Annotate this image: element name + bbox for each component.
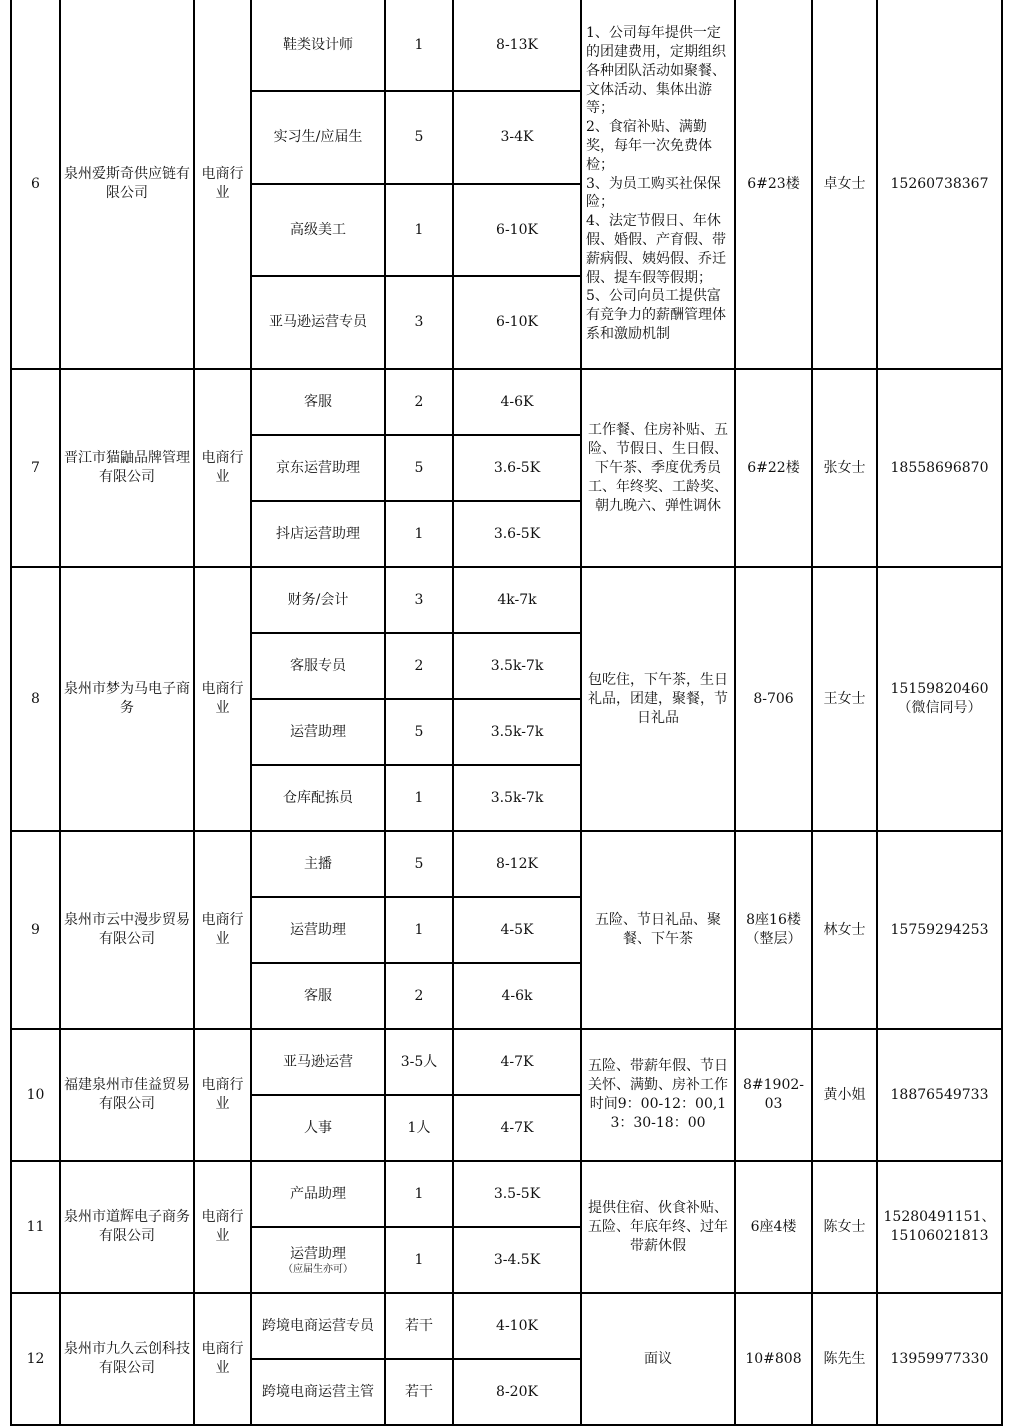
job-salary: 4-7K xyxy=(453,1029,581,1095)
job-title: 抖店运营助理 xyxy=(251,501,385,567)
company-name: 泉州市九久云创科技有限公司 xyxy=(60,1293,194,1425)
work-location: 8#1902-03 xyxy=(735,1029,812,1161)
job-count: 2 xyxy=(385,369,453,435)
contact-phone: 15260738367 xyxy=(877,0,1002,369)
table-row xyxy=(11,1293,1002,1359)
industry: 电商行业 xyxy=(194,831,251,1029)
job-title: 高级美工 xyxy=(251,184,385,276)
job-count: 1 xyxy=(385,0,453,91)
job-title: 实习生/应届生 xyxy=(251,91,385,184)
job-listing-table xyxy=(10,0,1003,1426)
job-title-cell xyxy=(251,1227,385,1293)
table-row xyxy=(11,1029,1002,1095)
job-salary: 4-6k xyxy=(453,963,581,1029)
job-count: 1人 xyxy=(385,1095,453,1161)
job-title: 运营助理 xyxy=(251,699,385,765)
contact-person: 陈先生 xyxy=(812,1293,877,1425)
job-title: 运营助理 xyxy=(251,897,385,963)
table-row xyxy=(11,369,1002,435)
contact-phone: 18558696870 xyxy=(877,369,1002,567)
job-title: 亚马逊运营 xyxy=(251,1029,385,1095)
job-salary: 4-7K xyxy=(453,1095,581,1161)
job-count: 3 xyxy=(385,567,453,633)
welfare-text: 提供住宿、伙食补贴、五险、年底年终、过年带薪休假 xyxy=(581,1161,735,1293)
company-name: 晋江市猫鼬品牌管理有限公司 xyxy=(60,369,194,567)
job-count: 3-5人 xyxy=(385,1029,453,1095)
job-salary: 3.5-5K xyxy=(453,1161,581,1227)
job-title: 跨境电商运营专员 xyxy=(251,1293,385,1359)
table-row xyxy=(11,0,1002,91)
industry: 电商行业 xyxy=(194,0,251,369)
work-location: 8-706 xyxy=(735,567,812,831)
job-count: 5 xyxy=(385,91,453,184)
job-count: 2 xyxy=(385,963,453,1029)
job-salary: 4-6K xyxy=(453,369,581,435)
job-salary: 3.6-5K xyxy=(453,501,581,567)
job-salary: 3.5k-7k xyxy=(453,699,581,765)
contact-phone: 13959977330 xyxy=(877,1293,1002,1425)
job-salary: 3.6-5K xyxy=(453,435,581,501)
company-name: 泉州市梦为马电子商务 xyxy=(60,567,194,831)
job-count: 5 xyxy=(385,435,453,501)
company-number: 8 xyxy=(11,567,60,831)
welfare-text: 包吃住，下午茶，生日礼品，团建，聚餐，节日礼品 xyxy=(581,567,735,831)
job-count: 1 xyxy=(385,897,453,963)
job-title: 京东运营助理 xyxy=(251,435,385,501)
company-name: 泉州市道辉电子商务有限公司 xyxy=(60,1161,194,1293)
work-location: 10#808 xyxy=(735,1293,812,1425)
job-count: 1 xyxy=(385,765,453,831)
job-salary: 3-4.5K xyxy=(453,1227,581,1293)
job-salary: 3.5k-7k xyxy=(453,633,581,699)
contact-phone: 15159820460（微信同号） xyxy=(877,567,1002,831)
job-count: 若干 xyxy=(385,1293,453,1359)
job-count: 5 xyxy=(385,831,453,897)
job-title: 客服 xyxy=(251,369,385,435)
company-number: 9 xyxy=(11,831,60,1029)
contact-person: 张女士 xyxy=(812,369,877,567)
job-count: 1 xyxy=(385,1227,453,1293)
contact-person: 陈女士 xyxy=(812,1161,877,1293)
industry: 电商行业 xyxy=(194,567,251,831)
contact-phone: 15759294253 xyxy=(877,831,1002,1029)
work-location: 6座4楼 xyxy=(735,1161,812,1293)
job-title: 客服专员 xyxy=(251,633,385,699)
contact-person: 卓女士 xyxy=(812,0,877,369)
company-name: 泉州市云中漫步贸易有限公司 xyxy=(60,831,194,1029)
job-title: 仓库配拣员 xyxy=(251,765,385,831)
industry: 电商行业 xyxy=(194,1293,251,1425)
contact-person: 林女士 xyxy=(812,831,877,1029)
work-location: 6#22楼 xyxy=(735,369,812,567)
job-salary: 6-10K xyxy=(453,184,581,276)
job-salary: 4k-7k xyxy=(453,567,581,633)
job-salary: 4-5K xyxy=(453,897,581,963)
job-count: 5 xyxy=(385,699,453,765)
welfare-text: 五险、节日礼品、聚餐、下午茶 xyxy=(581,831,735,1029)
job-title: 亚马逊运营专员 xyxy=(251,276,385,369)
job-title: 主播 xyxy=(251,831,385,897)
company-number: 11 xyxy=(11,1161,60,1293)
job-count: 若干 xyxy=(385,1359,453,1425)
job-salary: 8-13K xyxy=(453,0,581,91)
job-title-note: （应届生亦可） xyxy=(283,1263,353,1275)
work-location: 6#23楼 xyxy=(735,0,812,369)
welfare-text: 1、公司每年提供一定的团建费用，定期组织各种团队活动如聚餐、文体活动、集体出游等； 2、食宿补贴、满勤奖，每年一次免费体检； 3、为员工购买社保保险； 4、法定节假日、年休假、婚假、产育假、带薪病假、姨妈假、乔迁假、提车假等假期； 5、公司向员工提供富有竞争力的薪酬管理体系和激励机制 xyxy=(581,0,735,369)
table-row xyxy=(11,567,1002,633)
welfare-text: 五险、带薪年假、节日关怀、满勤、房补工作时间9：00-12：00,13：30-18：00 xyxy=(581,1029,735,1161)
contact-person: 黄小姐 xyxy=(812,1029,877,1161)
job-title: 鞋类设计师 xyxy=(251,0,385,91)
job-title: 运营助理 xyxy=(290,1245,346,1262)
table-row xyxy=(11,831,1002,897)
job-title: 客服 xyxy=(251,963,385,1029)
job-title: 人事 xyxy=(251,1095,385,1161)
table-row xyxy=(11,1161,1002,1227)
job-title: 产品助理 xyxy=(251,1161,385,1227)
industry: 电商行业 xyxy=(194,1161,251,1293)
company-number: 12 xyxy=(11,1293,60,1425)
contact-person: 王女士 xyxy=(812,567,877,831)
job-count: 1 xyxy=(385,501,453,567)
job-salary: 3.5k-7k xyxy=(453,765,581,831)
contact-phone: 15280491151、15106021813 xyxy=(877,1161,1002,1293)
company-name: 福建泉州市佳益贸易有限公司 xyxy=(60,1029,194,1161)
job-count: 3 xyxy=(385,276,453,369)
welfare-text: 工作餐、住房补贴、五险、节假日、生日假、下午茶、季度优秀员工、年终奖、工龄奖、朝九晚六、弹性调休 xyxy=(581,369,735,567)
job-title: 跨境电商运营主管 xyxy=(251,1359,385,1425)
job-salary: 3-4K xyxy=(453,91,581,184)
job-salary: 4-10K xyxy=(453,1293,581,1359)
welfare-text: 面议 xyxy=(581,1293,735,1425)
company-name: 泉州爱斯奇供应链有限公司 xyxy=(60,0,194,369)
job-count: 1 xyxy=(385,184,453,276)
industry: 电商行业 xyxy=(194,369,251,567)
job-title: 财务/会计 xyxy=(251,567,385,633)
job-count: 2 xyxy=(385,633,453,699)
company-number: 7 xyxy=(11,369,60,567)
job-salary: 8-12K xyxy=(453,831,581,897)
company-number: 10 xyxy=(11,1029,60,1161)
industry: 电商行业 xyxy=(194,1029,251,1161)
job-count: 1 xyxy=(385,1161,453,1227)
work-location: 8座16楼（整层） xyxy=(735,831,812,1029)
contact-phone: 18876549733 xyxy=(877,1029,1002,1161)
company-number: 6 xyxy=(11,0,60,369)
job-salary: 6-10K xyxy=(453,276,581,369)
job-salary: 8-20K xyxy=(453,1359,581,1425)
